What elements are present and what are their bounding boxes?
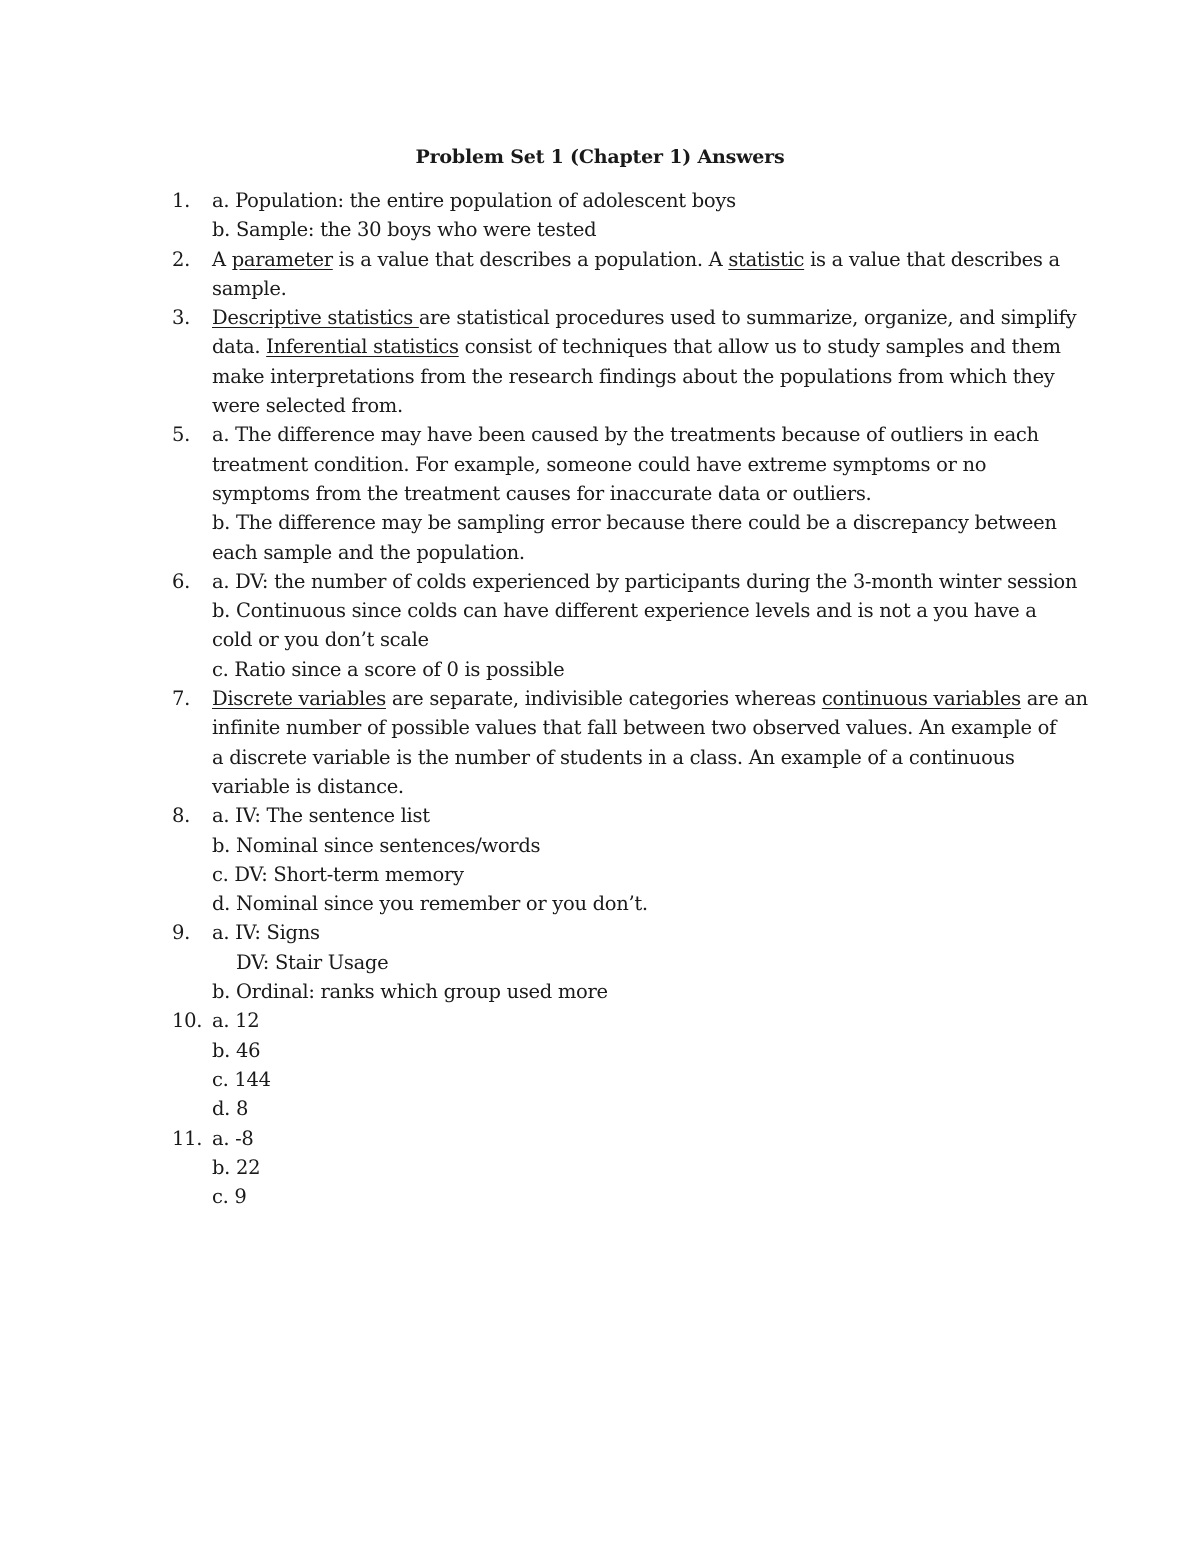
answer-line xyxy=(212,684,1088,713)
answer-line: c. DV: Short-term memory xyxy=(212,862,464,886)
answer-line: d. 8 xyxy=(212,1097,249,1121)
item-number: 10. xyxy=(172,1009,203,1033)
underlined-term: continuous variables xyxy=(821,687,1021,711)
item-body xyxy=(212,684,1088,801)
item-body xyxy=(212,245,1072,304)
underlined-term: Descriptive statistics xyxy=(212,306,419,330)
answer-line: b. Nominal since sentences/words xyxy=(212,833,541,857)
text-run: A xyxy=(212,247,232,271)
answer-item-6 xyxy=(172,567,1078,684)
underlined-term: parameter xyxy=(231,247,333,271)
text-run: consist of techniques that allow us to study samples and them xyxy=(458,335,1061,359)
text-run: is a value that describes a xyxy=(804,247,1060,271)
answer-line: a. IV: Signs xyxy=(212,921,320,945)
text-run: are statistical procedures used to summarize, organize, and simplify xyxy=(418,306,1077,330)
answer-line: b. Ordinal: ranks which group used more xyxy=(212,980,608,1004)
answer-line: were selected from. xyxy=(212,394,403,418)
answer-item-3 xyxy=(172,303,1077,420)
answer-item-5 xyxy=(172,420,1072,566)
item-number: 2. xyxy=(172,247,191,271)
answer-line: b. 46 xyxy=(212,1038,261,1062)
item-body xyxy=(212,1124,1072,1212)
item-body xyxy=(212,186,1072,245)
answer-line: b. Continuous since colds can have different experience levels and is not a you have a xyxy=(212,599,1037,623)
answer-line: b. 22 xyxy=(212,1155,261,1179)
item-body xyxy=(212,801,1072,918)
answer-line: variable is distance. xyxy=(212,774,404,798)
answer-item-10 xyxy=(172,1006,1072,1123)
answer-line: make interpretations from the research findings about the populations from which they xyxy=(212,364,1055,388)
underlined-term: statistic xyxy=(728,247,805,271)
item-number: 11. xyxy=(172,1126,203,1150)
answer-line: cold or you don’t scale xyxy=(212,628,429,652)
item-body xyxy=(212,1006,1072,1123)
item-number: 1. xyxy=(172,189,191,212)
answer-line: a. The difference may have been caused by the treatments because of outliers in each xyxy=(212,423,1039,447)
answer-item-7 xyxy=(172,684,1088,801)
answer-line: b. Sample: the 30 boys who were tested xyxy=(212,218,597,242)
item-number: 8. xyxy=(172,804,191,828)
answer-item-2 xyxy=(172,245,1072,304)
answer-line: c. 144 xyxy=(212,1067,271,1091)
answer-line xyxy=(212,332,1076,361)
text-run: data. xyxy=(212,335,267,359)
item-number: 3. xyxy=(172,306,191,330)
answer-line: c. 9 xyxy=(212,1185,247,1209)
answer-line xyxy=(212,303,1076,332)
answer-line xyxy=(212,245,1072,274)
answer-line: sample. xyxy=(212,276,287,300)
item-body xyxy=(212,918,1072,1006)
item-number: 9. xyxy=(172,921,191,945)
item-body xyxy=(212,420,1072,566)
answer-item-9 xyxy=(172,918,1072,1006)
answer-item-11 xyxy=(172,1124,1072,1212)
answer-line: DV: Stair Usage xyxy=(236,950,389,974)
answer-line: b. The difference may be sampling error because there could be a discrepancy between xyxy=(212,511,1057,535)
answer-item-1 xyxy=(172,186,1072,245)
text-run: are an xyxy=(1020,687,1088,711)
answer-line: infinite number of possible values that fall between two observed values. An example of xyxy=(212,716,1056,740)
answer-line: a. 12 xyxy=(212,1009,260,1033)
text-run: are separate, indivisible categories whereas xyxy=(385,687,822,711)
answer-line: a. IV: The sentence list xyxy=(212,804,430,828)
answer-line: treatment condition. For example, someone could have extreme symptoms or no xyxy=(212,452,987,476)
item-number: 7. xyxy=(172,687,191,711)
item-body xyxy=(212,303,1076,420)
page-title: Problem Set 1 (Chapter 1) Answers xyxy=(415,146,785,168)
item-number: 6. xyxy=(172,569,191,593)
answer-line: a. Population: the entire population of adolescent boys xyxy=(212,189,736,212)
item-body xyxy=(212,567,1077,684)
answer-item-8 xyxy=(172,801,1072,918)
answer-line: a discrete variable is the number of students in a class. An example of a continuous xyxy=(212,745,1015,769)
answer-line: symptoms from the treatment causes for inaccurate data or outliers. xyxy=(212,481,872,505)
text-run: is a value that describes a population. A xyxy=(332,247,729,271)
answer-line: c. Ratio since a score of 0 is possible xyxy=(212,657,565,681)
answer-line: each sample and the population. xyxy=(212,540,525,564)
underlined-term: Inferential statistics xyxy=(266,335,459,359)
underlined-term: Discrete variables xyxy=(212,687,386,711)
answer-list xyxy=(172,186,1088,1211)
answer-line: a. DV: the number of colds experienced by participants during the 3-month winter session xyxy=(212,569,1078,593)
item-number: 5. xyxy=(172,423,191,447)
answer-line: a. -8 xyxy=(212,1126,254,1150)
answer-line: d. Nominal since you remember or you don’t. xyxy=(212,892,648,916)
